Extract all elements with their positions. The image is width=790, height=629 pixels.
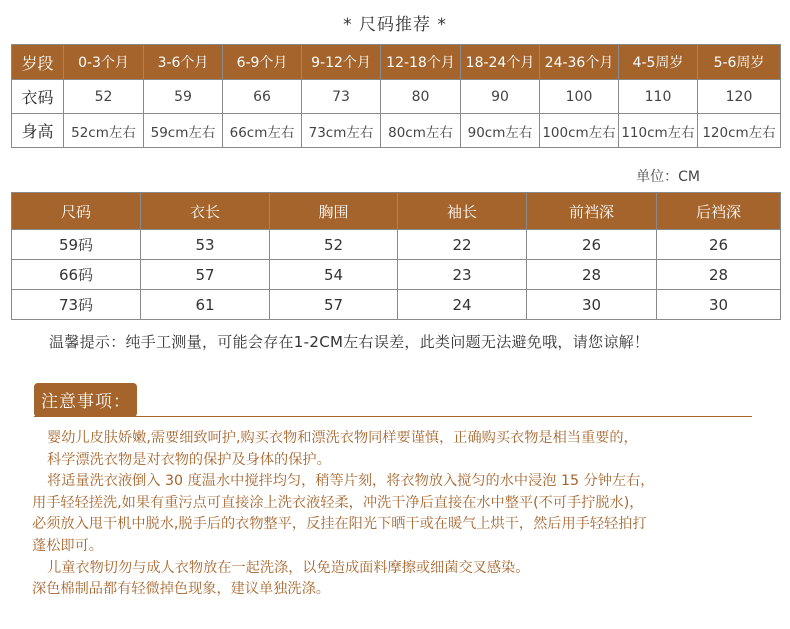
measurement-table	[11, 192, 781, 320]
header-cell: 胸围	[270, 193, 398, 230]
header-cell: 尺码	[12, 193, 141, 230]
table-cell: 30	[657, 290, 781, 320]
table-cell: 61	[141, 290, 270, 320]
table-cell: 22	[398, 230, 527, 260]
age-cell: 3-6个月	[144, 45, 223, 80]
age-cell: 0-3个月	[64, 45, 144, 80]
unit-label: 单位：CM	[636, 169, 700, 185]
table-cell: 53	[141, 230, 270, 260]
code-cell: 66	[223, 80, 302, 114]
age-cell: 12-18个月	[381, 45, 461, 80]
height-cell: 80cm左右	[381, 114, 461, 148]
table-cell: 52	[270, 230, 398, 260]
notice-divider	[34, 416, 752, 417]
code-cell: 90	[461, 80, 540, 114]
age-cell: 18-24个月	[461, 45, 540, 80]
table-cell: 59码	[12, 230, 141, 260]
age-cell: 6-9个月	[223, 45, 302, 80]
measurement-header-row	[12, 193, 781, 230]
age-cell: 4-5周岁	[619, 45, 698, 80]
code-cell: 110	[619, 80, 698, 114]
age-row-label: 岁段	[12, 45, 64, 80]
height-cell: 110cm左右	[619, 114, 698, 148]
table-row	[12, 290, 781, 320]
table-cell: 24	[398, 290, 527, 320]
height-cell: 66cm左右	[223, 114, 302, 148]
notice-line: 将适量洗衣液倒入 30 度温水中搅拌均匀，稍等片刻，将衣物放入搅匀的水中浸泡 15 分钟左右，	[47, 473, 655, 490]
table-cell: 30	[527, 290, 657, 320]
table-cell: 73码	[12, 290, 141, 320]
height-cell: 120cm左右	[698, 114, 781, 148]
age-cell: 5-6周岁	[698, 45, 781, 80]
page-title: * 尺码推荐 *	[343, 15, 447, 35]
notice-line: 科学漂洗衣物是对衣物的保护及身体的保护。	[47, 451, 331, 468]
age-size-table	[11, 44, 781, 148]
table-cell: 23	[398, 260, 527, 290]
code-row	[12, 80, 781, 114]
code-cell: 52	[64, 80, 144, 114]
header-cell: 后裆深	[657, 193, 781, 230]
notice-line: 必须放入甩干机中脱水,脱手后的衣物整平，反挂在阳光下晒干或在暖气上烘干，然后用手轻轻拍打	[32, 516, 647, 533]
height-cell: 100cm左右	[540, 114, 619, 148]
header-cell: 袖长	[398, 193, 527, 230]
age-row	[12, 45, 781, 80]
notice-title: 注意事项：	[34, 383, 137, 417]
code-cell: 59	[144, 80, 223, 114]
table-cell: 28	[527, 260, 657, 290]
code-cell: 100	[540, 80, 619, 114]
notice-line: 儿童衣物切勿与成人衣物放在一起洗涤，以免造成面料摩擦或细菌交叉感染。	[47, 559, 530, 576]
table-row	[12, 260, 781, 290]
code-cell: 120	[698, 80, 781, 114]
table-cell: 57	[141, 260, 270, 290]
code-cell: 73	[302, 80, 381, 114]
notice-line: 用手轻轻搓洗,如果有重污点可直接涂上洗衣液轻柔，冲洗干净后直接在水中整平(不可手拧脱水)，	[32, 494, 644, 511]
table-cell: 57	[270, 290, 398, 320]
table-cell: 28	[657, 260, 781, 290]
age-cell: 9-12个月	[302, 45, 381, 80]
code-row-label: 衣码	[12, 80, 64, 114]
age-cell: 24-36个月	[540, 45, 619, 80]
height-cell: 90cm左右	[461, 114, 540, 148]
header-cell: 衣长	[141, 193, 270, 230]
height-cell: 59cm左右	[144, 114, 223, 148]
notice-text	[30, 428, 770, 601]
height-row-label: 身高	[12, 114, 64, 148]
height-row	[12, 114, 781, 148]
notice-line: 深色棉制品都有轻微掉色现象，建议单独洗涤。	[32, 581, 330, 598]
code-cell: 80	[381, 80, 461, 114]
notice-line: 婴幼儿皮肤娇嫩,需要细致呵护,购买衣物和漂洗衣物同样要谨慎，正确购买衣物是相当重要的，	[47, 430, 638, 446]
table-cell: 66码	[12, 260, 141, 290]
table-cell: 54	[270, 260, 398, 290]
measurement-tip: 温馨提示：纯手工测量，可能会存在1-2CM左右误差，此类问题无法避免哦，请您谅解！	[49, 333, 650, 351]
height-cell: 73cm左右	[302, 114, 381, 148]
notice-line: 蓬松即可。	[32, 537, 103, 554]
header-cell: 前裆深	[527, 193, 657, 230]
table-cell: 26	[527, 230, 657, 260]
height-cell: 52cm左右	[64, 114, 144, 148]
table-row	[12, 230, 781, 260]
table-cell: 26	[657, 230, 781, 260]
